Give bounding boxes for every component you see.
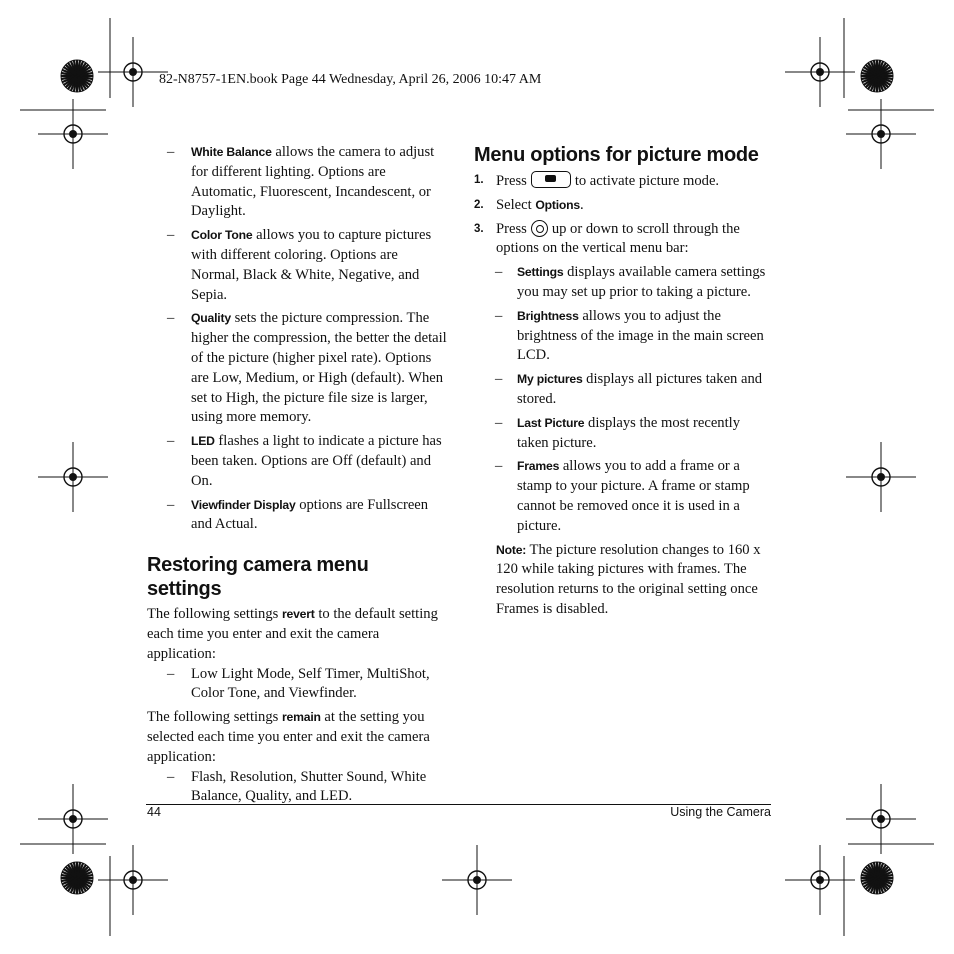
footer-section-title: Using the Camera xyxy=(670,805,771,819)
menu-option-description: displays the most recently taken picture. xyxy=(517,414,741,451)
list-item xyxy=(147,768,447,808)
setting-description: allows the camera to adjust for different lighting. Options are Automatic, Fluorescent, Incandescent, or Daylight. xyxy=(191,144,435,220)
left-column xyxy=(147,143,447,811)
right-column xyxy=(474,143,772,620)
list-item xyxy=(147,665,447,705)
setting-description: allows you to capture pictures with different coloring. Options are Normal, Black & White, Negative, and Sepia. xyxy=(191,227,432,303)
step-item xyxy=(474,196,772,216)
remain-paragraph xyxy=(147,708,447,767)
step-text: up or down to scroll through the options on the vertical menu bar: xyxy=(496,220,740,257)
setting-description: sets the picture compression. The higher the compression, the better the detail of the picture (higher pixel rate). Options are Low, Medium, or High (default). When set to High, the picture file size is larger, using more memory. xyxy=(191,310,447,426)
list-item xyxy=(147,226,447,305)
paragraph-text: The following settings xyxy=(147,606,282,623)
setting-description: options are Fullscreen and Actual. xyxy=(191,496,429,533)
menu-option-term: Settings xyxy=(517,265,564,280)
menu-option-term: My pictures xyxy=(517,372,583,387)
dash-bullet: – xyxy=(167,310,175,327)
dash-bullet: – xyxy=(495,414,503,431)
menu-option-term: Frames xyxy=(517,459,560,474)
list-item xyxy=(474,370,772,410)
section-heading-restoring: Restoring camera menu settings xyxy=(147,554,369,601)
menu-option-description: displays available camera settings you may set up prior to taking a picture. xyxy=(517,264,766,300)
menu-option-term: Brightness xyxy=(517,308,579,323)
menu-option-description: allows you to adjust the brightness of the image in the main screen LCD. xyxy=(517,307,764,364)
step-text: Press xyxy=(496,173,527,189)
book-slug-line: 82-N8757-1EN.book Page 44 Wednesday, April 26, 2006 10:47 AM xyxy=(159,72,542,87)
list-item xyxy=(474,457,772,536)
navigation-key-icon xyxy=(531,220,548,237)
step-number: 2. xyxy=(474,198,484,211)
dash-bullet: – xyxy=(167,227,175,244)
step-text: Select xyxy=(496,196,536,213)
section-heading-menu-options: Menu options for picture mode xyxy=(474,144,759,166)
remain-term: remain xyxy=(281,710,321,725)
paragraph-text: to the default setting each time you enter and exit the camera application: xyxy=(147,606,438,662)
menu-option-description: displays all pictures taken and stored. xyxy=(517,371,763,407)
note-text: The picture resolution changes to 160 x 120 while taking pictures with frames. The resolution returns to the original setting once Frames is disabled. xyxy=(496,541,761,617)
options-term: Options xyxy=(535,197,580,212)
revert-paragraph xyxy=(147,605,447,664)
list-item xyxy=(147,432,447,491)
note-label: Note: xyxy=(496,542,527,557)
camera-settings-list xyxy=(147,143,447,535)
dash-bullet: – xyxy=(495,371,503,388)
step-text: Press xyxy=(496,220,527,237)
dash-bullet: – xyxy=(495,307,503,324)
menu-options-list xyxy=(474,263,772,536)
menu-option-description: allows you to add a frame or a stamp to your picture. A frame or stamp cannot be removed once it is used in a picture. xyxy=(517,458,750,534)
setting-term: Color Tone xyxy=(191,228,253,243)
dash-bullet: – xyxy=(167,768,175,785)
list-item xyxy=(474,263,772,303)
setting-term: Quality xyxy=(191,311,231,326)
step-item xyxy=(474,171,772,192)
setting-term: LED xyxy=(191,434,215,449)
dash-bullet: – xyxy=(167,144,175,160)
list-item xyxy=(147,496,447,536)
list-item xyxy=(474,414,772,454)
paragraph-text: at the setting you selected each time you enter and exit the camera application: xyxy=(147,709,430,765)
step-text: to activate picture mode. xyxy=(574,173,720,189)
revert-settings-list: Low Light Mode, Self Timer, MultiShot, Color Tone, and Viewfinder. xyxy=(191,665,430,702)
dash-bullet: – xyxy=(167,433,175,450)
setting-term: Viewfinder Display xyxy=(191,497,296,512)
dash-bullet: – xyxy=(167,496,175,513)
list-item xyxy=(147,309,447,428)
dash-bullet: – xyxy=(495,458,503,475)
dash-bullet: – xyxy=(495,264,503,281)
list-item xyxy=(474,307,772,366)
revert-term: revert xyxy=(281,607,315,622)
setting-description: flashes a light to indicate a picture has been taken. Options are Off (default) and On. xyxy=(191,433,442,489)
footer-page-number: 44 xyxy=(147,805,161,819)
camera-key-icon xyxy=(531,171,571,188)
menu-option-term: Last Picture xyxy=(517,415,585,430)
list-item xyxy=(147,143,447,222)
remain-settings-list: Flash, Resolution, Shutter Sound, White Balance, Quality, and LED. xyxy=(191,768,427,805)
setting-term: White Balance xyxy=(191,145,272,159)
note-paragraph xyxy=(474,541,772,620)
step-item xyxy=(474,220,772,260)
paragraph-text: The following settings xyxy=(147,709,282,726)
step-number: 3. xyxy=(474,222,484,235)
step-number: 1. xyxy=(474,174,484,186)
step-text: . xyxy=(579,196,584,213)
dash-bullet: – xyxy=(167,665,175,682)
